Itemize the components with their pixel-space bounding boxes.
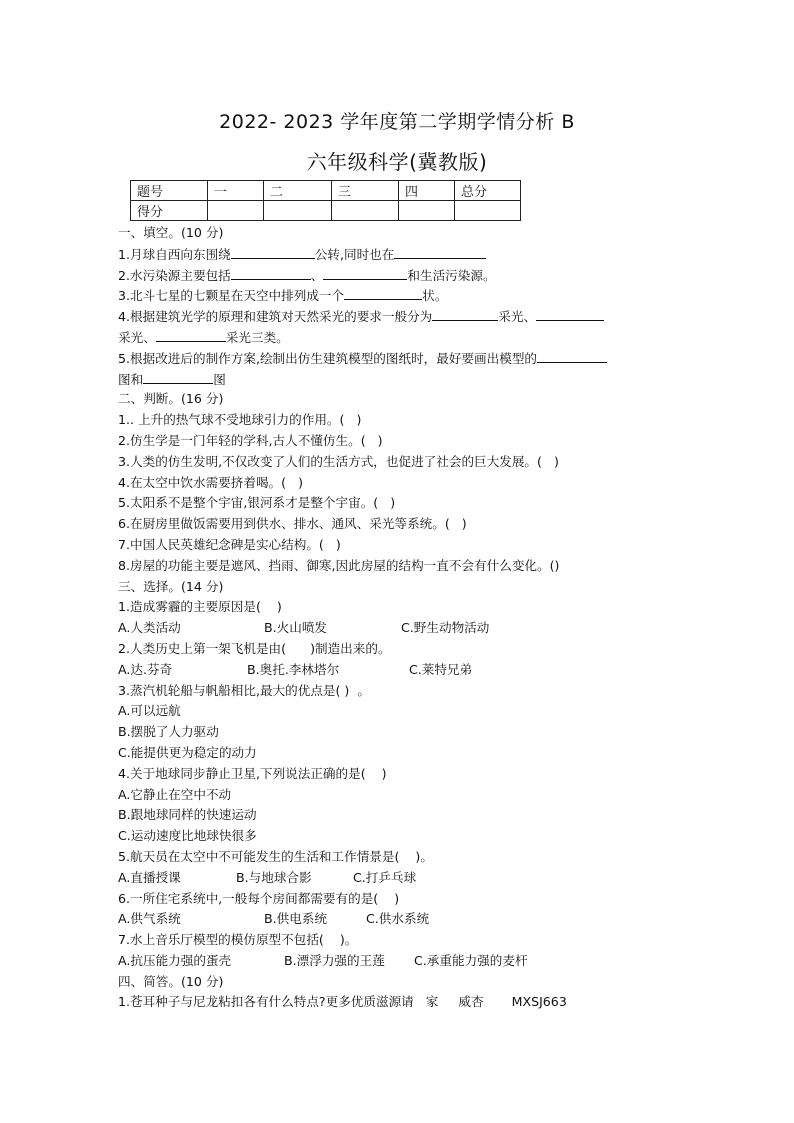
section-heading: 三、选择。(14 分) xyxy=(118,578,224,594)
answer-blank xyxy=(156,327,226,342)
section-heading: 二、判断。(16 分) xyxy=(118,391,224,407)
judge-question: 6.在厨房里做饭需要用到供水、排水、通风、采光等系统。( ) xyxy=(118,516,467,532)
score-cell: 得分 xyxy=(131,201,208,221)
answer-blank xyxy=(537,348,607,363)
score-table xyxy=(130,180,521,221)
answer-blank xyxy=(323,265,407,280)
score-cell: 一 xyxy=(208,181,264,201)
score-cell xyxy=(455,201,521,221)
option-a: A.达.芬奇 xyxy=(118,661,173,677)
answer-blank xyxy=(536,306,604,321)
score-cell: 三 xyxy=(332,181,399,201)
option-c: C.莱特兄弟 xyxy=(409,661,473,677)
answer-blank xyxy=(231,244,315,259)
answer-blank xyxy=(432,306,498,321)
choice-stem: 3.蒸汽机轮船与帆船相比,最大的优点是( ) 。 xyxy=(118,682,370,698)
choice-options xyxy=(118,660,678,681)
choice-stem: 2.人类历史上第一架飞机是由( )制造出来的。 xyxy=(118,640,391,656)
option-a: A.直播授课 xyxy=(118,869,181,885)
answer-blank xyxy=(231,265,311,280)
score-table-header-row xyxy=(131,181,521,201)
judge-question: 3.人类的仿生发明,不仅改变了人们的生活方式，也促进了社会的巨大发展。( ) xyxy=(118,453,559,469)
option-c: C.打乒乓球 xyxy=(353,869,417,885)
answer-blank xyxy=(344,285,422,300)
score-cell xyxy=(399,201,455,221)
question-text: 3.北斗七星的七颗星在天空中排列成一个 xyxy=(118,288,345,304)
choice-options xyxy=(118,909,678,930)
option-b: B.奥托.李林塔尔 xyxy=(247,661,340,677)
option-a: A.可以远航 xyxy=(118,703,181,719)
choice-stem: 4.关于地球同步静止卫星,下列说法正确的是( ) xyxy=(118,765,387,781)
choice-stem: 7.水上音乐厅模型的模仿原型不包括( )。 xyxy=(118,932,358,948)
option-c: C.承重能力强的麦杆 xyxy=(414,952,528,968)
option-a: A.人类活动 xyxy=(118,620,181,636)
question-text: 图和 xyxy=(118,371,144,387)
choice-options xyxy=(118,618,678,639)
question-text: 5.根据改进后的制作方案,绘制出仿生建筑模型的图纸时，最好要画出模型的 xyxy=(118,350,538,366)
option-c: C.野生动物活动 xyxy=(401,620,490,636)
judge-question: 5.太阳系不是整个宇宙,银河系才是整个宇宙。( ) xyxy=(118,495,396,511)
fill-question-continued xyxy=(118,327,678,348)
question-text: 1.月球自西向东围绕 xyxy=(118,246,231,262)
option-b: B.与地球合影 xyxy=(236,869,312,885)
option-b: B.火山喷发 xyxy=(264,620,328,636)
fill-question xyxy=(118,285,678,306)
exam-title: 2022- 2023 学年度第二学期学情分析 B xyxy=(219,111,575,133)
answer-blank xyxy=(394,244,486,259)
option-a: A.供气系统 xyxy=(118,911,181,927)
score-cell: 总分 xyxy=(455,181,521,201)
option-c: C.运动速度比地球快很多 xyxy=(118,828,257,844)
judge-question: 8.房屋的功能主要是遮风、挡雨、御寒,因此房屋的结构一直不会有什么变化。() xyxy=(118,557,560,573)
question-text: 4.根据建筑光学的原理和建筑对天然采光的要求一般分为 xyxy=(118,309,433,325)
option-b: B.供电系统 xyxy=(264,911,328,927)
score-cell xyxy=(264,201,332,221)
option-a: A.抗压能力强的蛋壳 xyxy=(118,952,232,968)
exam-body xyxy=(118,223,678,1013)
score-table-score-row xyxy=(131,201,521,221)
score-cell: 二 xyxy=(264,181,332,201)
answer-blank xyxy=(143,369,213,384)
section-heading: 四、简答。(10 分) xyxy=(118,973,224,989)
fill-question xyxy=(118,265,678,286)
section-heading: 一、填空。(10 分) xyxy=(118,225,224,240)
question-text: 和生活污染源。 xyxy=(407,267,496,283)
score-cell xyxy=(208,201,264,221)
short-answer-question: 1.苍耳种子与尼龙粘扣各有什么特点?更多优质滋源请 家 威杏 MXSJ663 xyxy=(118,994,567,1010)
choice-stem: 6.一所住宅系统中,一般每个房间都需要有的是( ) xyxy=(118,890,400,906)
choice-options xyxy=(118,868,678,889)
question-text: 2.水污染源主要包括 xyxy=(118,267,231,283)
option-c: C.能提供更为稳定的动力 xyxy=(118,744,257,760)
score-cell: 四 xyxy=(399,181,455,201)
option-b: B.漂浮力强的王莲 xyxy=(284,952,385,968)
option-c: C.供水系统 xyxy=(366,911,430,927)
question-text: 图 xyxy=(213,371,226,387)
choice-stem: 5.航天员在太空中不可能发生的生活和工作情景是( )。 xyxy=(118,848,433,864)
judge-question: 4.在太空中饮水需要挤着喝。( ) xyxy=(118,474,303,490)
question-text: 公转,同时也在 xyxy=(314,246,395,262)
judge-question: 7.中国人民英雄纪念碑是实心结构。( ) xyxy=(118,536,341,552)
score-cell xyxy=(332,201,399,221)
fill-question xyxy=(118,244,678,265)
choice-options xyxy=(118,951,678,972)
question-text: 采光、 xyxy=(118,329,156,345)
judge-question: 2.仿生学是一门年轻的学科,古人不懂仿生。( ) xyxy=(118,432,383,448)
option-b: B.跟地球同样的快速运动 xyxy=(118,807,257,823)
question-text: 、 xyxy=(310,267,324,283)
question-text: 采光、 xyxy=(498,309,537,325)
question-text: 状。 xyxy=(422,288,448,304)
choice-stem: 1.造成雾霾的主要原因是( ) xyxy=(118,599,282,615)
exam-subtitle: 六年级科学(冀教版) xyxy=(306,150,488,174)
fill-question xyxy=(118,348,678,369)
score-cell: 题号 xyxy=(131,181,208,201)
fill-question xyxy=(118,306,678,327)
option-b: B.摆脱了人力驱动 xyxy=(118,724,219,740)
fill-question-continued xyxy=(118,369,678,390)
judge-question: 1.. 上升的热气球不受地球引力的作用。( ) xyxy=(118,412,362,428)
option-a: A.它静止在空中不动 xyxy=(118,786,232,802)
question-text: 采光三类。 xyxy=(225,329,289,345)
